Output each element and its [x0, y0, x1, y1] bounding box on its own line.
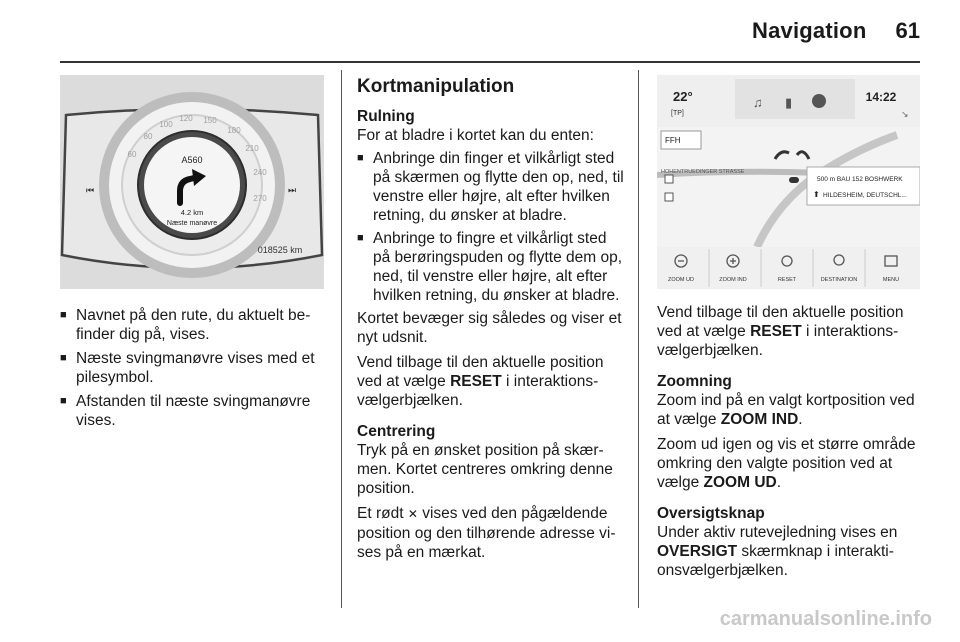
page-title: Navigation [752, 18, 867, 43]
overview-text: Under aktiv rutevejledning vises en OVERSIGT skærmknap i interaktionsvælgerbjælken. [657, 524, 898, 579]
speed-tick: 210 [245, 144, 259, 153]
reset-keyword: RESET [750, 323, 802, 340]
phone-icon: ▮ [785, 95, 793, 110]
zoom-in-button[interactable]: ZOOM IND [719, 277, 747, 283]
destination-address-label: HILDESHEIM, DEUTSCHL... [823, 192, 907, 199]
watermark: carmanualsonline.info [719, 608, 932, 630]
left-bullet-list [60, 306, 336, 435]
next-turn-label: 500 m BAU 152 BOSHWERK [817, 176, 903, 183]
subheading-oversigtsknap: Oversigtsknap [657, 505, 765, 522]
clock-label: 14:22 [865, 90, 897, 104]
list-item: ■ Navnet på den rute, du aktuelt befinder dig på, vises. [60, 306, 336, 344]
list-item: ■ Næste svingmanøvre vises med et pilesymbol. [60, 349, 336, 387]
rulning-intro: For at bladre i kortet kan du enten: [357, 127, 594, 144]
nav-icon [812, 94, 826, 108]
red-marker-text: Et rødt ✕ vises ved den pågældende position og den tilhørende adresse vises på en mærkat. [357, 505, 616, 561]
zoom-out-keyword: ZOOM UD [703, 474, 777, 491]
list-item: ■ Afstanden til næste svingmanøvre vises. [60, 392, 336, 430]
tp-label: [TP] [671, 110, 684, 117]
signal-icon: ↘ [901, 109, 909, 119]
speed-tick: 180 [227, 126, 241, 135]
car-position-icon [789, 177, 799, 183]
list-item: ■ Anbringe din finger et vilkårligt sted på skærmen og flytte den op, ned, til venstre eller højre, alt efter hvilken retning, du ønsker at bladre. [357, 149, 625, 225]
temperature-label: 22° [673, 89, 693, 104]
street-label: HOHENTRUEDINGER STRASSE [661, 169, 745, 175]
column-divider-left [341, 70, 342, 608]
speed-tick: 80 [143, 132, 153, 141]
ffh-label: FFH [665, 136, 681, 145]
return-text: Vend tilbage til den aktuelle position ved at vælge RESET i interaktionsvælgerbjælken. [357, 354, 604, 409]
red-cross-icon: ✕ [407, 507, 418, 521]
navigation-screen-figure [657, 75, 920, 289]
list-item: ■ Anbringe to fingre et vilkårligt sted på berøringspuden og flytte dem op, ned, til venstre eller højre, alt efter hvilken retning, du ønsker at bladre. [357, 229, 625, 305]
music-icon: ♫ [753, 95, 763, 110]
subheading-zoomning: Zoomning [657, 373, 732, 390]
marker-icon: ⬆ [813, 190, 820, 199]
road-name-label: A560 [181, 155, 203, 165]
middle-column [357, 76, 625, 562]
speed-tick: 60 [127, 150, 137, 159]
reset-button[interactable]: RESET [777, 277, 797, 283]
speed-tick: 100 [159, 120, 173, 129]
centrering-text: Tryk på en ønsket position på skærmen. Kortet centreres omkring denne position. [357, 442, 613, 497]
menu-button[interactable]: MENU [882, 277, 900, 283]
speed-tick: 240 [253, 168, 267, 177]
return-text-right: Vend tilbage til den aktuelle position ved at vælge RESET i interaktionsvælgerbjælken. [657, 304, 904, 359]
speed-tick: 270 [253, 194, 267, 203]
speed-tick: 120 [179, 114, 193, 123]
manoeuvre-label: Næste manøvre [166, 220, 218, 227]
distance-label: 4.2 km [180, 208, 204, 217]
subheading-rulning: Rulning [357, 108, 415, 125]
zoom-out-button[interactable]: ZOOM UD [668, 277, 694, 283]
subheading-centrering: Centrering [357, 423, 436, 440]
header-divider [60, 61, 920, 63]
reset-keyword: RESET [450, 373, 502, 390]
next-track-icon: ⏭ [288, 185, 297, 195]
overview-keyword: OVERSIGT [657, 543, 738, 560]
column-divider-right [638, 70, 639, 608]
map-moves-text: Kortet bevæger sig således og viser et nyt udsnit. [357, 310, 622, 346]
instrument-cluster-figure [60, 75, 324, 289]
odometer-label: 018525 km [257, 245, 303, 255]
zoom-in-keyword: ZOOM IND [720, 411, 799, 428]
destination-button[interactable]: DESTINATION [820, 277, 858, 283]
zoom-in-text: Zoom ind på en valgt kortposition ved at vælge ZOOM IND. [657, 392, 915, 428]
section-title: Kortmanipulation [357, 76, 515, 97]
page-number: 61 [895, 18, 920, 43]
right-column [657, 303, 925, 580]
zoom-out-text: Zoom ud igen og vis et større område omkring den valgte position ved at vælge ZOOM UD. [657, 436, 916, 491]
speed-tick: 150 [203, 116, 217, 125]
previous-track-icon: ⏮ [86, 185, 95, 195]
